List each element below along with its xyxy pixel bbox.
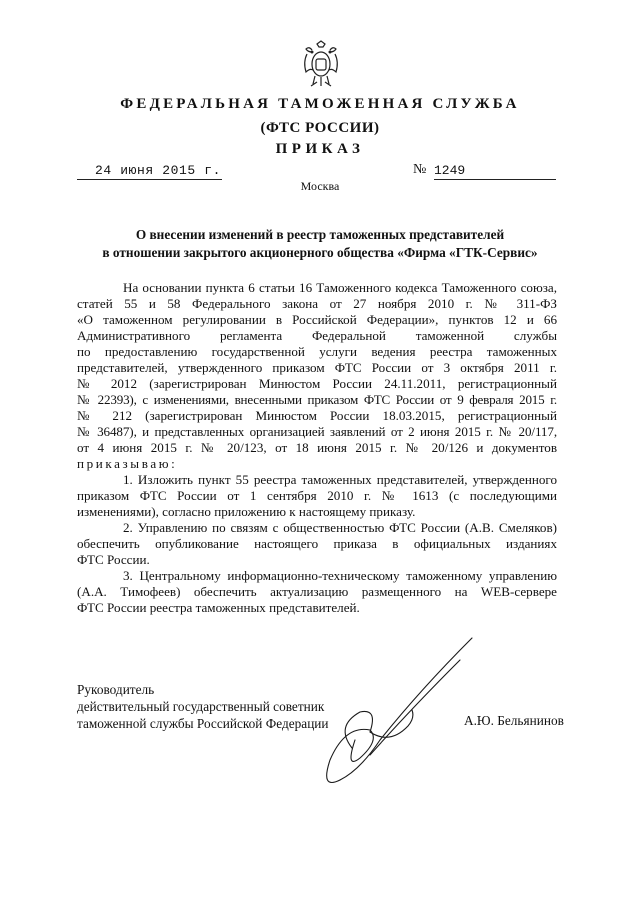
handwritten-signature <box>300 630 500 800</box>
order-item-1: 1. Изложить пункт 55 реестра таможенных представителей, утвержденного <box>123 472 557 487</box>
russian-coat-of-arms-icon <box>301 40 341 92</box>
body-line: ФТС России реестра таможенных представителей. <box>77 600 360 615</box>
body-line: ФТС России. <box>77 552 150 567</box>
signatory-title <box>77 681 329 732</box>
order-number: 1249 <box>434 163 556 180</box>
signatory-title-line: таможенной службы Российской Федерации <box>77 716 329 731</box>
subject-line: в отношении закрытого акционерного общества «Фирма «ГТК-Сервис» <box>102 245 538 260</box>
body-line: № 22393), с изменениями, внесенными приказом ФТС России от 9 февраля 2015 г. <box>77 392 557 407</box>
issue-city: Москва <box>300 179 340 193</box>
subject-line: О внесении изменений в реестр таможенных представителей <box>135 227 505 242</box>
signatory-title-line: Руководитель <box>77 682 155 697</box>
signatory-name: А.Ю. Бельянинов <box>464 713 564 728</box>
order-item-2: 2. Управлению по связям с общественностью ФТС России (А.В. Смеляков) <box>123 520 557 535</box>
body-line: (А.А. Тимофеев) обеспечить актуализацию размещенного на WEB-сервере <box>77 584 557 599</box>
body-line: № 2012 (зарегистрирован Минюстом России 24.11.2011, регистрационный <box>77 376 557 391</box>
document-type: ПРИКАЗ <box>275 141 365 157</box>
body-line: по предоставлению государственной услуги ведения реестра таможенных <box>77 344 557 359</box>
order-subject <box>0 226 640 262</box>
order-number-label: № <box>413 162 427 177</box>
body-line: На основании пункта 6 статьи 16 Таможенного кодекса Таможенного союза, <box>123 280 557 295</box>
agency-abbreviation: (ФТС РОССИИ) <box>260 120 380 136</box>
body-line: представителей, утвержденного приказом ФТС России от 3 октября 2011 г. <box>77 360 557 375</box>
body-line: статей 55 и 58 Федерального закона от 27 ноября 2010 г. № 311-ФЗ <box>77 296 557 311</box>
body-line: изменениями), согласно приложению к настоящему приказу. <box>77 504 416 519</box>
body-line: обеспечить опубликование настоящего приказа в официальных изданиях <box>77 536 557 551</box>
body-line: Административного регламента Федеральной таможенной службы <box>77 328 557 343</box>
body-line: от 4 июня 2015 г. № 20/123, от 18 июня 2015 г. № 20/126 и документов <box>77 440 557 455</box>
body-line: № 36487), и представленных организацией заявлений от 2 июня 2015 г. № 20/117, <box>77 424 557 439</box>
order-date: 24 июня 2015 г. <box>77 163 222 180</box>
order-item-3: 3. Центральному информационно-техническому таможенному управлению <box>123 568 557 583</box>
body-line: «О таможенном регулировании в Российской Федерации», пунктов 12 и 66 <box>77 312 557 327</box>
order-directive: приказываю: <box>77 456 178 471</box>
signatory-title-line: действительный государственный советник <box>77 699 325 714</box>
agency-name: ФЕДЕРАЛЬНАЯ ТАМОЖЕННАЯ СЛУЖБА <box>120 96 520 112</box>
order-body <box>77 280 557 616</box>
body-line: № 212 (зарегистрирован Минюстом России 18.03.2015, регистрационный <box>77 408 557 423</box>
body-line: приказом ФТС России от 1 сентября 2010 г. № 1613 (с последующими <box>77 488 557 503</box>
